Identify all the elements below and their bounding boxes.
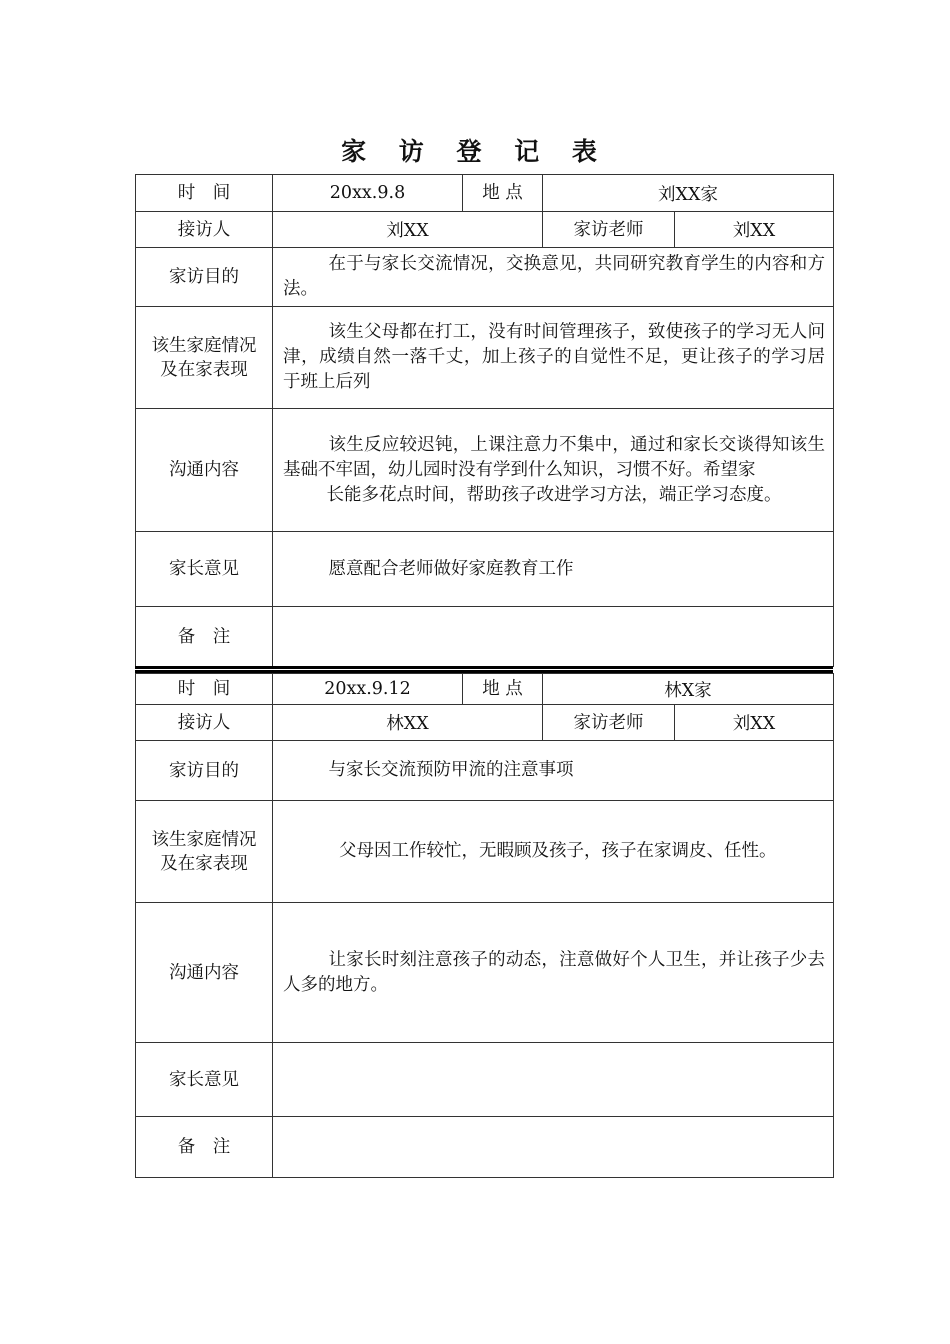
communication-label: 沟通内容 <box>136 409 273 532</box>
purpose-row <box>136 741 834 801</box>
visit-record-1 <box>135 174 834 667</box>
parent-opinion-label: 家长意见 <box>136 532 273 607</box>
remarks-label: 备 注 <box>136 1117 273 1178</box>
visitee-value: 林XX <box>273 705 543 741</box>
time-row <box>136 175 834 212</box>
remarks-value <box>273 607 834 667</box>
communication-row <box>136 903 834 1043</box>
parent-opinion-row <box>136 532 834 607</box>
visitee-label: 接访人 <box>136 212 273 248</box>
parent-opinion-value <box>273 1043 834 1117</box>
page-title: 家 访 登 记 表 <box>341 137 609 166</box>
time-value: 20xx.9.8 <box>273 175 463 212</box>
communication-text-2: 长能多花点时间，帮助孩子改进学习方法，端正学习态度。 <box>326 484 782 505</box>
purpose-value: 在于与家长交流情况，交换意见，共同研究教育学生的内容和方法。 <box>273 248 834 307</box>
communication-value <box>273 409 834 532</box>
communication-text-1: 该生反应较迟钝，上课注意力不集中，通过和家长交谈得知该生基础不牢固，幼儿园时没有学到什么知识，习惯不好。希望家 <box>283 434 826 480</box>
purpose-row <box>136 248 834 307</box>
teacher-value: 刘XX <box>675 212 834 248</box>
communication-value: 让家长时刻注意孩子的动态，注意做好个人卫生，并让孩子少去人多的地方。 <box>273 903 834 1043</box>
purpose-label: 家访目的 <box>136 248 273 307</box>
place-label: 地 点 <box>463 674 543 705</box>
communication-label: 沟通内容 <box>136 903 273 1043</box>
family-label: 该生家庭情况及在家表现 <box>136 307 273 409</box>
teacher-label: 家访老师 <box>543 212 675 248</box>
communication-row <box>136 409 834 532</box>
record-separator <box>135 666 833 673</box>
place-value: 林X家 <box>543 674 834 705</box>
family-row <box>136 307 834 409</box>
family-value: 该生父母都在打工，没有时间管理孩子，致使孩子的学习无人问津，成绩自然一落千丈，加上孩子的自觉性不足，更让孩子的学习居于班上后列 <box>273 307 834 409</box>
remarks-row <box>136 607 834 667</box>
place-value: 刘XX家 <box>543 175 834 212</box>
purpose-label: 家访目的 <box>136 741 273 801</box>
time-label: 时 间 <box>136 175 273 212</box>
remarks-label: 备 注 <box>136 607 273 667</box>
visitee-label: 接访人 <box>136 705 273 741</box>
place-label: 地 点 <box>463 175 543 212</box>
family-row <box>136 801 834 903</box>
teacher-value: 刘XX <box>675 705 834 741</box>
family-value: 父母因工作较忙，无暇顾及孩子，孩子在家调皮、任性。 <box>273 801 834 903</box>
remarks-row <box>136 1117 834 1178</box>
parent-opinion-label: 家长意见 <box>136 1043 273 1117</box>
visitee-row <box>136 212 834 248</box>
parent-opinion-row <box>136 1043 834 1117</box>
parent-opinion-value: 愿意配合老师做好家庭教育工作 <box>273 532 834 607</box>
visitee-value: 刘XX <box>273 212 543 248</box>
time-value: 20xx.9.12 <box>273 674 463 705</box>
remarks-value <box>273 1117 834 1178</box>
family-label: 该生家庭情况及在家表现 <box>136 801 273 903</box>
visit-record-2 <box>135 673 834 1178</box>
time-label: 时 间 <box>136 674 273 705</box>
time-row <box>136 674 834 705</box>
teacher-label: 家访老师 <box>543 705 675 741</box>
purpose-value: 与家长交流预防甲流的注意事项 <box>273 741 834 801</box>
visitee-row <box>136 705 834 741</box>
